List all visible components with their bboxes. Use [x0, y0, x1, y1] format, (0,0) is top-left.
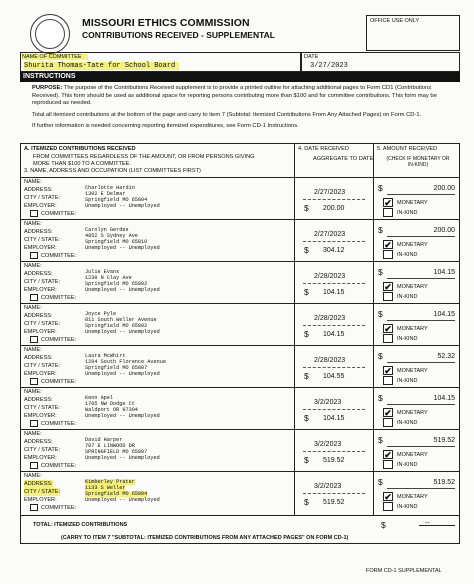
- contributor-name: Laura McWhirt: [85, 353, 126, 359]
- monetary-label: MONETARY: [397, 452, 428, 458]
- contributor-address: 1230 N Clay Ave: [85, 275, 132, 281]
- date-received: 2/27/2023: [314, 189, 346, 196]
- col-4-sub: AGGREGATE TO DATE: [313, 156, 374, 162]
- committee-label: COMMITTEE:: [41, 379, 77, 385]
- inkind-checkbox[interactable]: [383, 502, 393, 511]
- contributor-city-state: Springfield MO 65802: [85, 281, 148, 287]
- contributor-address: 1705 NW Dodge Ct: [85, 401, 135, 407]
- contributor-name: Joyce Pyle: [85, 311, 117, 317]
- aggregate-dollar: $: [304, 371, 309, 381]
- inkind-checkbox[interactable]: [383, 292, 393, 301]
- contributor-employer: Unemployed -- Unemployed: [85, 287, 160, 293]
- contributor-city-state: SPRINGFIELD MO 65807: [85, 449, 148, 455]
- monetary-checkbox[interactable]: ✔: [384, 366, 392, 376]
- aggregate-to-date: 519.52: [323, 457, 345, 464]
- aggregate-dollar: $: [304, 497, 309, 507]
- col-a-sub1: FROM COMMITTEES REGARDLESS OF THE AMOUNT, OR FROM PERSONS GIVING: [33, 154, 255, 160]
- aggregate-dollar: $: [304, 413, 309, 423]
- contributor-employer: Unemployed -- Unemployed: [85, 413, 160, 419]
- contributor-city-state: Springfield MO 65802: [85, 323, 148, 329]
- address-label: ADDRESS:: [24, 481, 53, 487]
- inkind-checkbox[interactable]: [383, 208, 393, 217]
- date-received: 2/28/2023: [314, 357, 346, 364]
- amount-received: 519.52: [433, 437, 455, 444]
- form-title: MISSOURI ETHICS COMMISSION: [82, 17, 250, 29]
- committee-checkbox[interactable]: [30, 378, 38, 385]
- monetary-label: MONETARY: [397, 284, 428, 290]
- employer-label: EMPLOYER:: [24, 203, 57, 209]
- aggregate-to-date: 104.55: [323, 373, 345, 380]
- contributor-name: Carolyn Gerdes: [85, 227, 129, 233]
- aggregate-to-date: 200.00: [323, 205, 345, 212]
- inkind-label: IN-KIND: [397, 252, 418, 258]
- name-label: NAME:: [24, 431, 42, 437]
- office-use-box: [366, 15, 460, 51]
- purpose-paragraph: [32, 85, 454, 108]
- date-received: 2/28/2023: [314, 315, 346, 322]
- contributor-city-state: Springfield MO 65804: [85, 491, 148, 497]
- employer-label: EMPLOYER:: [24, 413, 57, 419]
- inkind-label: IN-KIND: [397, 294, 418, 300]
- amount-dollar: $: [378, 183, 383, 193]
- employer-label: EMPLOYER:: [24, 245, 57, 251]
- city-state-label: CITY / STATE:: [24, 279, 61, 285]
- monetary-label: MONETARY: [397, 368, 428, 374]
- name-label: NAME:: [24, 305, 42, 311]
- col-5-title: 5. AMOUNT RECEIVED: [377, 146, 438, 152]
- date-received: 2/28/2023: [314, 273, 346, 280]
- monetary-checkbox[interactable]: ✔: [384, 240, 392, 250]
- inkind-label: IN-KIND: [397, 336, 418, 342]
- col-4-title: 4. DATE RECEIVED: [298, 146, 349, 152]
- employer-label: EMPLOYER:: [24, 371, 57, 377]
- amount-dollar: $: [378, 435, 383, 445]
- committee-checkbox[interactable]: [30, 462, 38, 469]
- amount-received: 200.00: [433, 185, 455, 192]
- total-dollar: $: [381, 520, 386, 530]
- purpose-text: The purpose of the Contributions Received supplement is to provide a printed outline for attaching additional pages to Form CD1 (Contributions Received). This form should be used as additional space for reporting persons contributing more than $100 and for committee contributions. This form may be reproduced as needed.: [32, 85, 437, 106]
- committee-label: COMMITTEE:: [41, 337, 77, 343]
- monetary-checkbox[interactable]: ✔: [384, 408, 392, 418]
- amount-received: 519.52: [433, 479, 455, 486]
- contributor-employer: Unemployed -- Unemployed: [85, 329, 160, 335]
- address-label: ADDRESS:: [24, 271, 53, 277]
- amount-received: 104.15: [433, 311, 455, 318]
- amount-dollar: $: [378, 477, 383, 487]
- form-id: FORM CD-1 SUPPLEMENTAL: [366, 568, 442, 574]
- inkind-checkbox[interactable]: [383, 460, 393, 469]
- monetary-checkbox[interactable]: ✔: [384, 282, 392, 292]
- contributor-address: 1133 S Weller: [85, 485, 126, 491]
- contributor-address: 707 E LINWOOD DR: [85, 443, 135, 449]
- aggregate-to-date: 104.15: [323, 289, 345, 296]
- committee-checkbox[interactable]: [30, 504, 38, 511]
- date-received: 2/27/2023: [314, 231, 346, 238]
- address-label: ADDRESS:: [24, 313, 53, 319]
- amount-received: 104.15: [433, 395, 455, 402]
- city-state-label: CITY / STATE:: [24, 321, 61, 327]
- address-label: ADDRESS:: [24, 187, 53, 193]
- report-date-value: 3/27/2023: [310, 62, 348, 70]
- form-subtitle: CONTRIBUTIONS RECEIVED - SUPPLEMENTAL: [82, 30, 275, 40]
- committee-name-block: [20, 52, 301, 72]
- col-a-sub2: MORE THAN $100 TO A COMMITTEE.: [33, 161, 131, 167]
- committee-label: COMMITTEE:: [41, 253, 77, 259]
- name-label: NAME:: [24, 221, 42, 227]
- contributor-city-state: Springfield MO 65804: [85, 197, 148, 203]
- committee-checkbox[interactable]: [30, 252, 38, 259]
- amount-received: 52.32: [437, 353, 455, 360]
- col-5-sub: (CHECK IF MONETARY OR IN-KIND): [386, 156, 450, 168]
- contributor-employer: Unemployed -- Unemployed: [85, 371, 160, 377]
- aggregate-dollar: $: [304, 455, 309, 465]
- name-label: NAME:: [24, 179, 42, 185]
- committee-checkbox[interactable]: [30, 210, 38, 217]
- city-state-label: CITY / STATE:: [24, 363, 61, 369]
- amount-dollar: $: [378, 393, 383, 403]
- inkind-checkbox[interactable]: [383, 250, 393, 259]
- monetary-label: MONETARY: [397, 410, 428, 416]
- committee-label: COMMITTEE:: [41, 211, 77, 217]
- inkind-label: IN-KIND: [397, 378, 418, 384]
- aggregate-dollar: $: [304, 203, 309, 213]
- inkind-label: IN-KIND: [397, 420, 418, 426]
- monetary-checkbox[interactable]: ✔: [384, 198, 392, 208]
- committee-checkbox[interactable]: [30, 420, 38, 427]
- inkind-label: IN-KIND: [397, 504, 418, 510]
- instructions-heading: INSTRUCTIONS: [20, 72, 460, 82]
- monetary-label: MONETARY: [397, 494, 428, 500]
- name-label: NAME:: [24, 263, 42, 269]
- date-received: 3/2/2023: [314, 441, 342, 448]
- amount-dollar: $: [378, 225, 383, 235]
- aggregate-to-date: 519.52: [323, 499, 345, 506]
- address-label: ADDRESS:: [24, 439, 53, 445]
- committee-label: COMMITTEE:: [41, 463, 77, 469]
- employer-label: EMPLOYER:: [24, 329, 57, 335]
- name-label: NAME:: [24, 473, 42, 479]
- contributor-address: 1302 E Delmar: [85, 191, 126, 197]
- monetary-checkbox[interactable]: ✔: [384, 450, 392, 460]
- report-date-block: [301, 52, 460, 72]
- col-a-title: A. ITEMIZED CONTRIBUTIONS RECEIVED: [24, 146, 136, 152]
- contributor-city-state: Waldport OR 97394: [85, 407, 138, 413]
- inkind-checkbox[interactable]: [383, 376, 393, 385]
- committee-name-value: Shurita Thomas-Tate for School Board: [24, 62, 179, 70]
- contributor-city-state: Springfield MO 65807: [85, 365, 148, 371]
- purpose-label: PURPOSE:: [32, 85, 63, 91]
- amount-received: 104.15: [433, 269, 455, 276]
- employer-label: EMPLOYER:: [24, 455, 57, 461]
- contributor-city-state: Springfield MO 65810: [85, 239, 148, 245]
- aggregate-dollar: $: [304, 245, 309, 255]
- contributor-employer: Unemployed -- Unemployed: [85, 203, 160, 209]
- contributor-name: Kimberley Prater: [85, 479, 135, 485]
- amount-dollar: $: [378, 309, 383, 319]
- office-use-label: OFFICE USE ONLY: [370, 18, 420, 24]
- contributor-name: Kenn Apel: [85, 395, 114, 401]
- inkind-label: IN-KIND: [397, 210, 418, 216]
- contributor-name: Charlotte Hardin: [85, 185, 135, 191]
- committee-label: COMMITTEE:: [41, 295, 77, 301]
- contributor-address: 1204 South Florence Avenue: [85, 359, 166, 365]
- total-label: TOTAL: ITEMIZED CONTRIBUTIONS: [33, 522, 128, 528]
- contributor-address: 4852 S Sydney Ave: [85, 233, 138, 239]
- carry-instruction: Total all itemized contributions at the bottom of the page and carry to item 7 (Subtotal: Itemized Contributions From Any Attached Pages) on Form CD-1.: [32, 111, 422, 118]
- inkind-checkbox[interactable]: [383, 418, 393, 427]
- address-label: ADDRESS:: [24, 355, 53, 361]
- name-label: NAME:: [24, 389, 42, 395]
- city-state-label: CITY / STATE:: [24, 489, 61, 495]
- aggregate-to-date: 104.15: [323, 415, 345, 422]
- contributor-address: 811 South Weller Avenue: [85, 317, 157, 323]
- committee-checkbox[interactable]: [30, 294, 38, 301]
- city-state-label: CITY / STATE:: [24, 447, 61, 453]
- name-label: NAME:: [24, 347, 42, 353]
- inkind-checkbox[interactable]: [383, 334, 393, 343]
- monetary-checkbox[interactable]: ✔: [384, 324, 392, 334]
- aggregate-to-date: 104.15: [323, 331, 345, 338]
- address-label: ADDRESS:: [24, 397, 53, 403]
- col-a-sub3: 3. NAME, ADDRESS AND OCCUPATION (LIST COMMITTEES FIRST): [24, 168, 201, 174]
- contributor-name: David Harper: [85, 437, 123, 443]
- state-seal-icon: [30, 14, 70, 54]
- address-label: ADDRESS:: [24, 229, 53, 235]
- committee-label: COMMITTEE:: [41, 421, 77, 427]
- carry-to-item7: (CARRY TO ITEM 7 "SUBTOTAL: ITEMIZED CONTRIBUTIONS FROM ANY ATTACHED PAGES" ON FORM CD-1): [61, 535, 349, 541]
- amount-dollar: $: [378, 351, 383, 361]
- city-state-label: CITY / STATE:: [24, 195, 61, 201]
- city-state-label: CITY / STATE:: [24, 237, 61, 243]
- aggregate-dollar: $: [304, 287, 309, 297]
- further-info: If further information is needed concerning reporting itemized expenditures, see Form CD-1 Instructions.: [32, 123, 299, 129]
- total-value: --: [425, 520, 430, 527]
- contributor-employer: Unemployed -- Unemployed: [85, 245, 160, 251]
- committee-label: COMMITTEE:: [41, 505, 77, 511]
- aggregate-dollar: $: [304, 329, 309, 339]
- contributor-employer: Unemployed -- Unemployed: [85, 455, 160, 461]
- contributor-employer: Unemployed -- Unemployed: [85, 497, 160, 503]
- monetary-checkbox[interactable]: ✔: [384, 492, 392, 502]
- amount-dollar: $: [378, 267, 383, 277]
- inkind-label: IN-KIND: [397, 462, 418, 468]
- report-date-label: DATE: [304, 54, 319, 60]
- date-received: 3/2/2023: [314, 399, 342, 406]
- city-state-label: CITY / STATE:: [24, 405, 61, 411]
- monetary-label: MONETARY: [397, 200, 428, 206]
- employer-label: EMPLOYER:: [24, 497, 57, 503]
- date-received: 3/2/2023: [314, 483, 342, 490]
- monetary-label: MONETARY: [397, 326, 428, 332]
- monetary-label: MONETARY: [397, 242, 428, 248]
- committee-name-label: NAME OF COMMITTEE: [22, 54, 88, 60]
- aggregate-to-date: 304.12: [323, 247, 345, 254]
- committee-checkbox[interactable]: [30, 336, 38, 343]
- contributions-table: [20, 143, 460, 544]
- contributor-name: Julie Evans: [85, 269, 120, 275]
- employer-label: EMPLOYER:: [24, 287, 57, 293]
- instructions-text: [32, 85, 454, 131]
- amount-received: 200.00: [433, 227, 455, 234]
